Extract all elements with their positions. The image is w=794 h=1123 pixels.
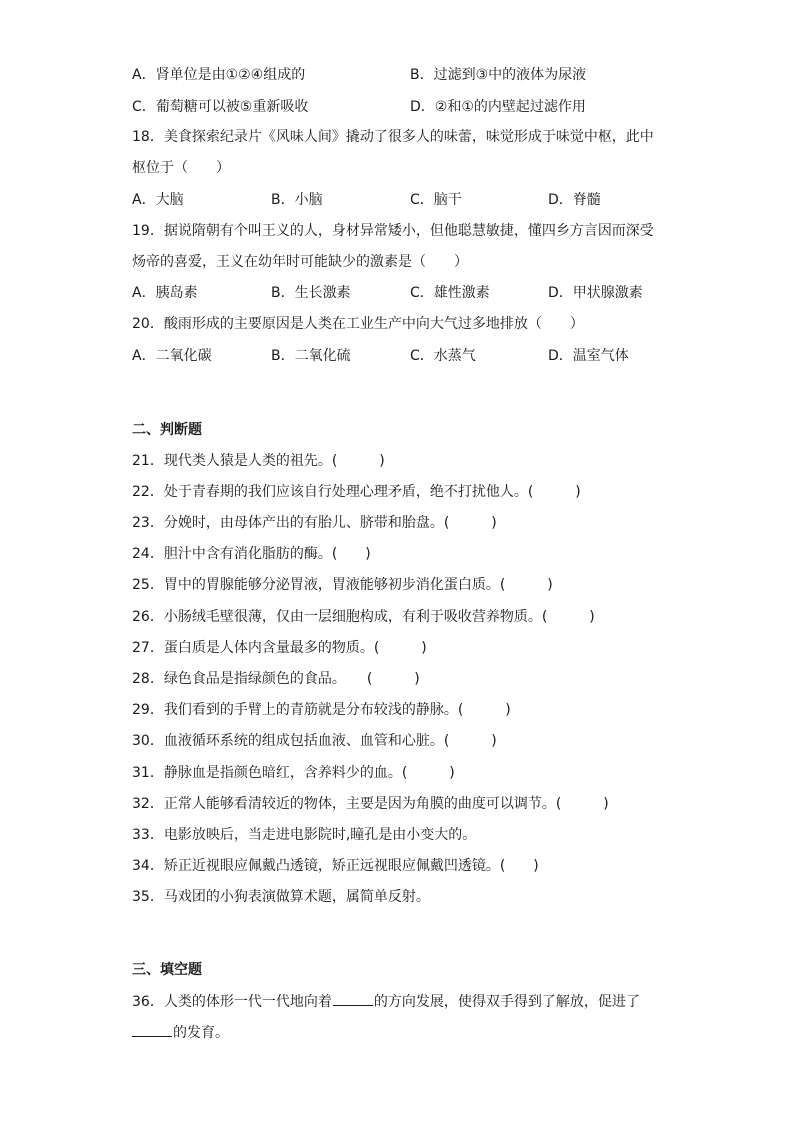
q18-option-a: A．大脑: [132, 192, 184, 208]
fill-36-blank-1[interactable]: [333, 991, 373, 1006]
judge-item-33: 33．电影放映后，当走进电影院时,瞳孔是由小变大的。: [132, 827, 477, 843]
q18-stem-line2: 枢位于（ ）: [132, 160, 230, 176]
judge-item-30: 30．血液循环系统的组成包括血液、血管和心脏。( ): [132, 733, 497, 749]
q18-option-d: D．脊髓: [548, 192, 601, 208]
judge-item-31: 31．静脉血是指颜色暗红，含养料少的血。( ): [132, 765, 455, 781]
q17-option-b: B．过滤到③中的液体为尿液: [410, 67, 587, 83]
q19-stem-line1: 19．据说隋朝有个叫王义的人，身材异常矮小，但他聪慧敏捷，懂四乡方言因而深受: [132, 223, 654, 239]
q20-option-a: A．二氧化碳: [132, 348, 212, 364]
q19-stem-line2: 炀帝的喜爱，王义在幼年时可能缺少的激素是（ ）: [132, 254, 468, 270]
judge-item-23: 23．分娩时，由母体产出的有胎儿、脐带和胎盘。( ): [132, 515, 497, 531]
judge-item-32: 32．正常人能够看清较近的物体，主要是因为角膜的曲度可以调节。( ): [132, 796, 609, 812]
fill-36-text-1: 36．人类的体形一代一代地向着: [132, 994, 332, 1010]
q17-option-c: C．葡萄糖可以被⑤重新吸收: [132, 99, 309, 115]
judge-item-35: 35．马戏团的小狗表演做算术题，属简单反射。: [132, 889, 430, 905]
fill-item-36-line1: [132, 991, 640, 1012]
section2-title: 二、判断题: [132, 422, 202, 438]
judge-item-21: 21．现代类人猿是人类的祖先。( ): [132, 453, 385, 469]
judge-item-22: 22．处于青春期的我们应该自行处理心理矛盾，绝不打扰他人。( ): [132, 484, 581, 500]
q20-option-c: C．水蒸气: [410, 348, 476, 364]
judge-item-29: 29．我们看到的手臂上的青筋就是分布较浅的静脉。( ): [132, 702, 511, 718]
q19-option-a: A．胰岛素: [132, 285, 198, 301]
q17-option-d: D．②和①的内壁起过滤作用: [410, 99, 586, 115]
q19-option-d: D．甲状腺激素: [548, 285, 643, 301]
judge-item-28: 28．绿色食品是指绿颜色的食品。 ( ): [132, 671, 420, 687]
q19-option-c: C．雄性激素: [410, 285, 490, 301]
q18-option-b: B．小脑: [271, 192, 323, 208]
q18-stem-line1: 18．美食探索纪录片《风味人间》撬动了很多人的味蕾，味觉形成于味觉中枢，此中: [132, 129, 654, 145]
section3-title: 三、填空题: [132, 962, 202, 978]
q20-option-d: D．温室气体: [548, 348, 629, 364]
fill-36-blank-2[interactable]: [132, 1022, 172, 1037]
q20-option-b: B．二氧化硫: [271, 348, 351, 364]
judge-item-27: 27．蛋白质是人体内含量最多的物质。( ): [132, 640, 427, 656]
q19-option-b: B．生长激素: [271, 285, 351, 301]
judge-item-24: 24．胆汁中含有消化脂肪的酶。( ): [132, 546, 371, 562]
q17-option-a: A．肾单位是由①②④组成的: [132, 67, 306, 83]
fill-36-text-3: 的发育。: [173, 1025, 229, 1041]
fill-item-36-line2: [132, 1022, 229, 1043]
q20-stem: 20．酸雨形成的主要原因是人类在工业生产中向大气过多地排放（ ）: [132, 316, 584, 332]
judge-item-26: 26．小肠绒毛壁很薄，仅由一层细胞构成，有利于吸收营养物质。( ): [132, 609, 595, 625]
judge-item-34: 34．矫正近视眼应佩戴凸透镜，矫正远视眼应佩戴凹透镜。( ): [132, 858, 539, 874]
fill-36-text-2: 的方向发展，使得双手得到了解放，促进了: [373, 994, 640, 1010]
judge-item-25: 25．胃中的胃腺能够分泌胃液，胃液能够初步消化蛋白质。( ): [132, 577, 553, 593]
q18-option-c: C．脑干: [410, 192, 462, 208]
